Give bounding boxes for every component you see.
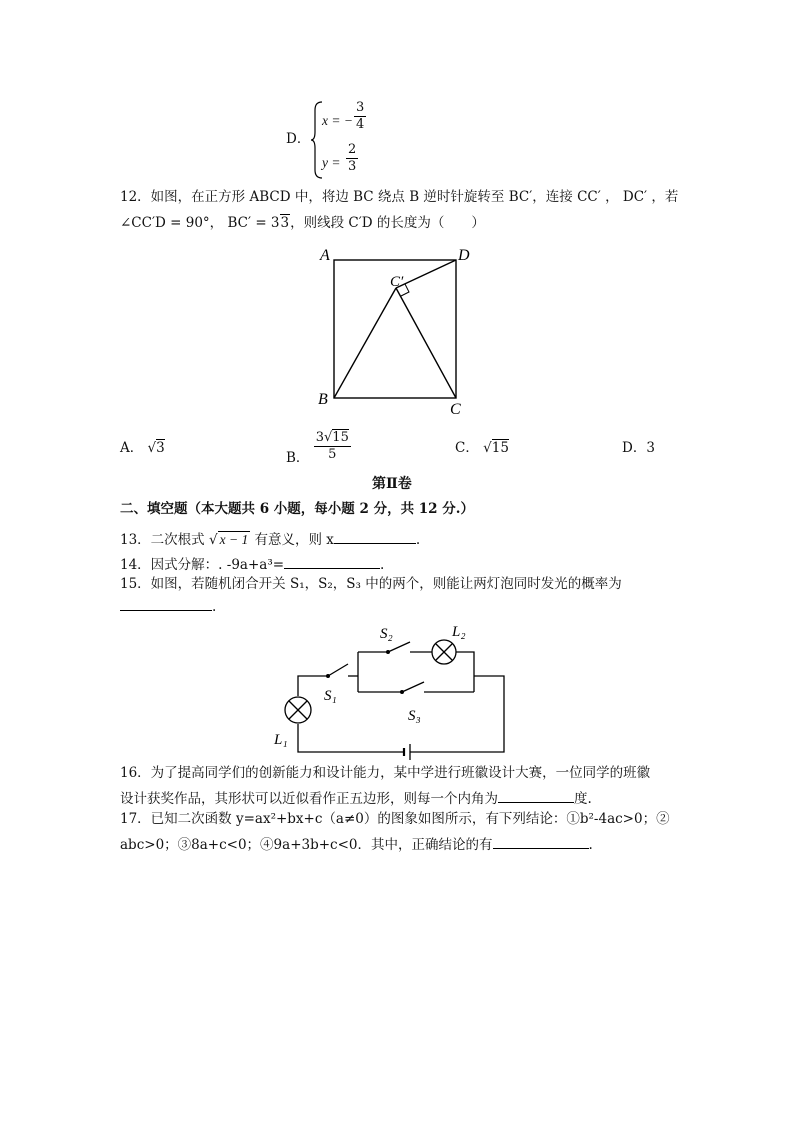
segment-bc-prime	[334, 288, 396, 398]
option-d-label: D．	[286, 131, 311, 147]
s1-contact	[326, 674, 330, 678]
label-l1: L₁	[274, 732, 288, 748]
q14-answer-blank[interactable]	[284, 556, 380, 569]
q17-answer-blank[interactable]	[493, 836, 589, 849]
x-numerator: 3	[356, 100, 365, 115]
option-b-fraction	[314, 430, 351, 463]
q15-end: .	[212, 599, 217, 615]
q13	[120, 531, 420, 548]
option-d-x-fraction	[354, 100, 366, 133]
q15-line2	[120, 598, 216, 615]
option-b-denominator: 5	[328, 447, 337, 462]
q17-line1: 17．已知二次函数 y=ax²+bx+c（a≠0）的图象如图所示，有下列结论：①b²-4ac>0；②	[120, 811, 670, 827]
q13-radicand: x − 1	[219, 532, 249, 547]
q12-line1: 12．如图，在正方形 ABCD 中，将边 BC 绕点 B 逆时针旋转至 BC′，连接 CC′ ， DC′ ，若	[120, 189, 679, 205]
circuit-figure	[260, 620, 520, 760]
radical-icon: √	[324, 430, 333, 445]
segment-c-prime-d	[396, 260, 456, 288]
q12-option-b	[286, 430, 351, 466]
option-b-coef: 3	[315, 430, 324, 445]
q17-line2	[120, 836, 593, 853]
q13-suffix: 有意义，则 x	[250, 532, 334, 548]
option-a-label: A．	[120, 440, 144, 456]
option-c-radicand: 15	[491, 440, 509, 456]
switch-s1	[328, 664, 348, 676]
q16-end: 度.	[574, 791, 592, 807]
s2-contact	[386, 650, 390, 654]
section2-heading: 二、填空题（本大题共 6 小题，每小题 2 分，共 12 分.）	[120, 501, 474, 517]
option-a-radicand: 3	[156, 440, 165, 456]
x-denominator: 4	[356, 117, 365, 132]
q15-answer-blank[interactable]	[120, 598, 212, 611]
option-d-y-fraction	[346, 142, 358, 175]
q16-text: 设计获奖作品，其形状可以近似看作正五边形，则每一个内角为	[120, 791, 498, 807]
label-l2: L₂	[452, 624, 466, 640]
s3-contact	[400, 690, 404, 694]
option-b-numerator	[314, 430, 351, 447]
switch-s3	[402, 682, 424, 692]
option-c-label: C．	[455, 440, 479, 456]
option-b-radicand: 15	[332, 430, 349, 445]
label-s3: S₃	[408, 708, 421, 724]
segment-cc-prime	[396, 288, 456, 398]
q13-end: .	[415, 532, 421, 548]
label-c-prime: C′	[390, 274, 404, 290]
wire-l2-right	[456, 652, 474, 692]
q12-radicand: 3	[280, 215, 290, 231]
q12-option-d: D．3	[622, 440, 655, 456]
y-numerator: 2	[348, 142, 357, 157]
label-s1: S₁	[324, 688, 337, 704]
q16-answer-blank[interactable]	[498, 790, 574, 803]
q16-line2	[120, 790, 592, 807]
q14-text: 14．因式分解：. -9a+a³=	[120, 557, 285, 573]
q16-line1: 16．为了提高同学们的创新能力和设计能力，某中学进行班徽设计大赛，一位同学的班徽	[120, 765, 651, 781]
label-c: C	[450, 401, 461, 418]
q12-line2	[120, 217, 485, 231]
label-d: D	[458, 247, 470, 264]
square-figure	[310, 240, 490, 420]
radical-icon: √	[483, 440, 492, 456]
label-b: B	[318, 391, 328, 408]
radical-icon: √	[208, 532, 218, 548]
q17-end: .	[588, 837, 593, 853]
part2-title: 第Ⅱ卷	[372, 476, 412, 492]
option-d-y-lhs: y =	[322, 155, 341, 170]
q14-end: .	[380, 557, 385, 573]
q12-option-c	[455, 442, 509, 456]
q12-angle-text: ∠CC′D = 90°， BC′ = 3	[120, 215, 280, 231]
switch-s2	[388, 642, 410, 652]
wire-bottom-left	[298, 724, 404, 752]
option-d-x-lhs: x = −	[322, 113, 353, 128]
q13-answer-blank[interactable]	[334, 531, 416, 544]
label-s2: S₂	[380, 626, 393, 642]
q14	[120, 556, 384, 573]
radical-icon: √	[147, 440, 157, 456]
wire-right-bottom	[410, 676, 504, 752]
option-b-label: B．	[286, 450, 310, 466]
q12-question-text: ，则线段 C′D 的长度为（ ）	[290, 215, 485, 231]
label-a: A	[320, 247, 330, 264]
q12-option-a	[120, 442, 165, 456]
q17-text: abc>0；③8a+c<0；④9a+3b+c<0．其中，正确结论的有	[120, 837, 493, 853]
y-denominator: 3	[348, 159, 357, 174]
q15-line1: 15．如图，若随机闭合开关 S₁，S₂，S₃ 中的两个，则能让两灯泡同时发光的概率为	[120, 576, 622, 592]
q13-prefix: 13．二次根式	[120, 532, 209, 548]
